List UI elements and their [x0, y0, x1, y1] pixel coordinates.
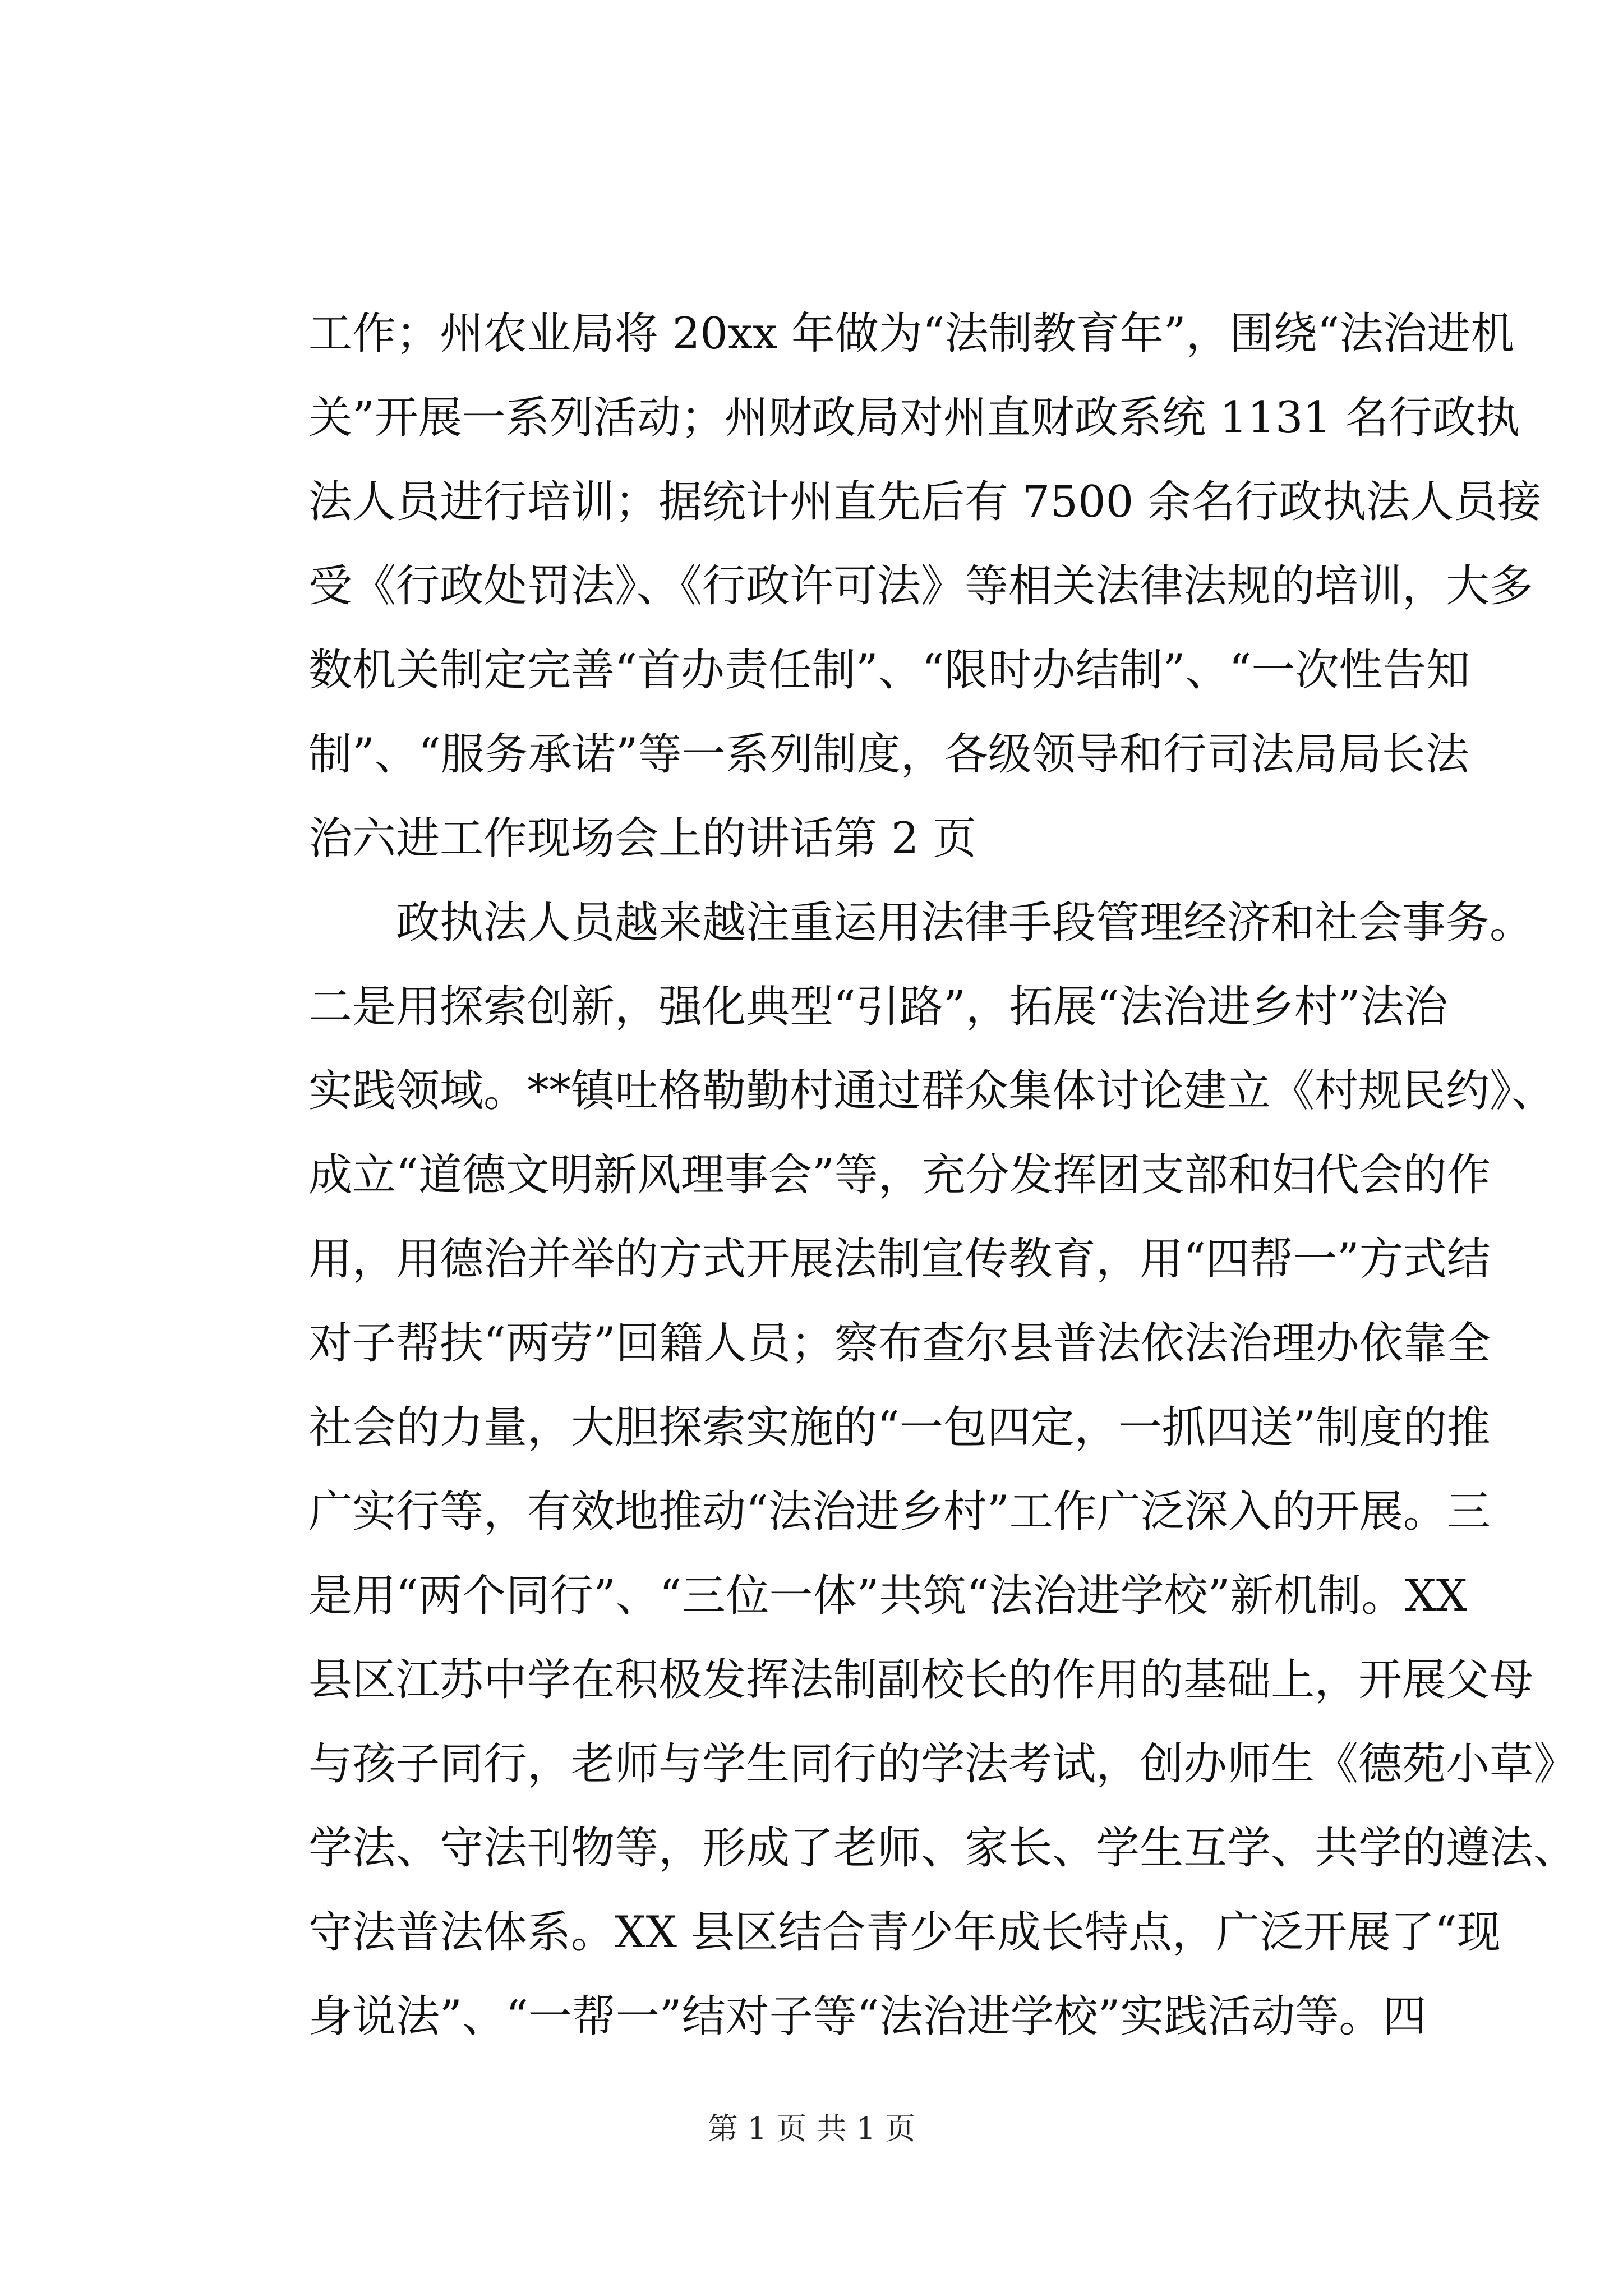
text-line-4: 受《行政处罚法》、《行政许可法》等相关法律法规的培训，大多: [308, 561, 1534, 611]
text-line-7: 治六进工作现场会上的讲话第 2 页: [308, 813, 977, 864]
text-line-12: 用，用德治并举的方式开展法制宣传教育，用“四帮一”方式结: [308, 1234, 1491, 1285]
document-body: [308, 292, 1578, 2059]
text-line-10: 实践领域。**镇吐格勒勤村通过群众集体讨论建立《村规民约》、: [308, 1066, 1556, 1116]
text-line-1: 工作；州农业局将 20xx 年做为“法制教育年”，围绕“法治进机: [308, 309, 1515, 359]
text-line-14: 社会的力量，大胆探索实施的“一包四定，一抓四送”制度的推: [308, 1402, 1491, 1453]
text-line-16: 是用“两个同行”、“三位一体”共筑“法治进学校”新机制。XX: [308, 1571, 1468, 1621]
text-line-15: 广实行等，有效地推动“法治进乡村”工作广泛深入的开展。三: [308, 1487, 1491, 1537]
text-line-18: 与孩子同行，老师与学生同行的学法考试，创办师生《德苑小草》: [308, 1739, 1578, 1789]
page-footer: 第 1 页 共 1 页: [707, 2111, 916, 2146]
text-line-13: 对子帮扶“两劳”回籍人员；察布查尔县普法依法治理办依靠全: [308, 1318, 1491, 1369]
text-line-2: 关”开展一系列活动；州财政局对州直财政系统 1131 名行政执: [308, 393, 1520, 443]
text-line-9: 二是用探索创新，强化典型“引路”，拓展“法治进乡村”法治: [308, 982, 1448, 1032]
text-line-20: 守法普法体系。XX 县区结合青少年成长特点，广泛开展了“现: [308, 1907, 1501, 1958]
text-line-19: 学法、守法刊物等，形成了老师、家长、学生互学、共学的遵法、: [308, 1823, 1578, 1874]
text-line-11: 成立“道德文明新风理事会”等，充分发挥团支部和妇代会的作: [308, 1150, 1491, 1200]
text-line-8: 政执法人员越来越注重运用法律手段管理经济和社会事务。: [308, 898, 1534, 948]
text-line-6: 制”、“服务承诺”等一系列制度，各级领导和行司法局局长法: [308, 729, 1469, 780]
text-line-5: 数机关制定完善“首办责任制”、“限时办结制”、“一次性告知: [308, 645, 1470, 696]
text-line-3: 法人员进行培训；据统计州直先后有 7500 余名行政执法人员接: [308, 477, 1542, 527]
text-line-21: 身说法”、“一帮一”结对子等“法治进学校”实践活动等。四: [308, 1991, 1427, 2042]
text-line-17: 县区江苏中学在积极发挥法制副校长的作用的基础上，开展父母: [308, 1655, 1534, 1705]
